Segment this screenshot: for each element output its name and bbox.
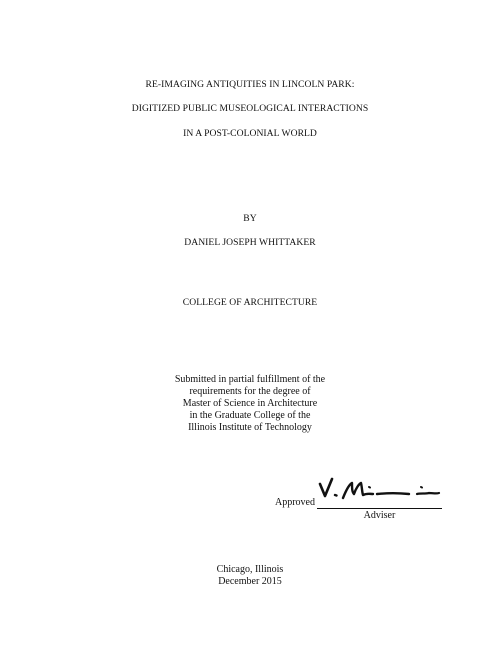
adviser-label: Adviser bbox=[363, 510, 396, 521]
submission-line-3: Master of Science in Architecture bbox=[182, 398, 318, 409]
title-line-1: RE-IMAGING ANTIQUITIES IN LINCOLN PARK: bbox=[145, 79, 355, 90]
by-label: BY bbox=[243, 213, 257, 224]
author-name: DANIEL JOSEPH WHITTAKER bbox=[184, 237, 316, 248]
submission-line-1: Submitted in partial fulfillment of the bbox=[174, 374, 326, 385]
submission-line-5: Illinois Institute of Technology bbox=[188, 422, 312, 433]
date: December 2015 bbox=[218, 576, 282, 587]
approval-block bbox=[275, 482, 445, 542]
title-line-2: DIGITIZED PUBLIC MUSEOLOGICAL INTERACTIONS bbox=[131, 103, 369, 114]
signature-line bbox=[317, 508, 442, 509]
college-name: COLLEGE OF ARCHITECTURE bbox=[182, 297, 318, 308]
submission-line-4: in the Graduate College of the bbox=[189, 410, 311, 421]
handwritten-signature-icon bbox=[317, 474, 442, 504]
submission-line-2: requirements for the degree of bbox=[189, 386, 311, 397]
approved-label: Approved bbox=[275, 497, 315, 508]
title-line-3: IN A POST-COLONIAL WORLD bbox=[183, 128, 317, 139]
location: Chicago, Illinois bbox=[216, 564, 284, 575]
